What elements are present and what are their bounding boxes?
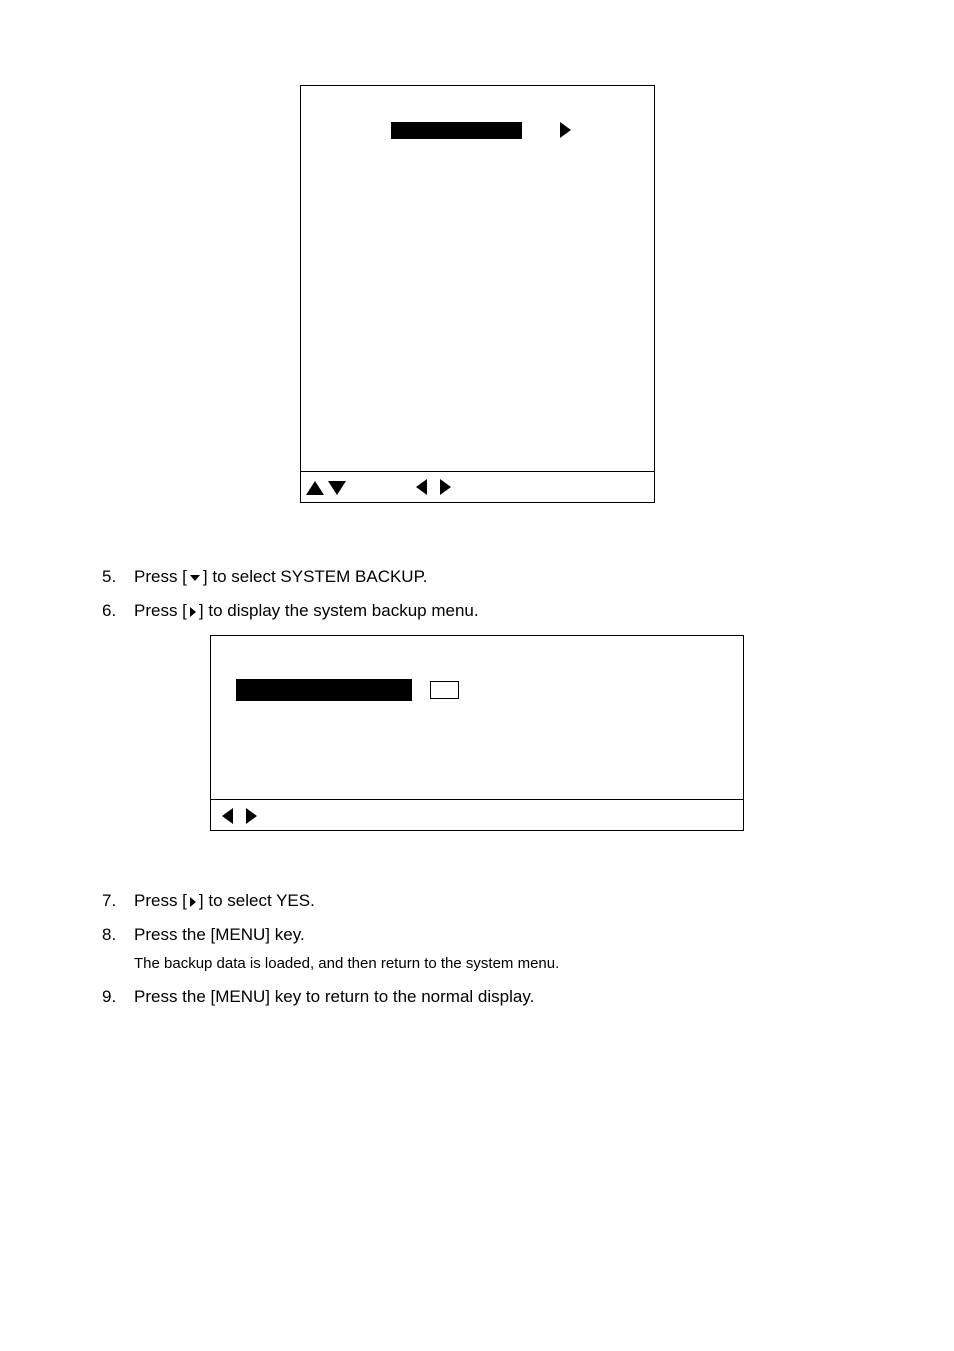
step-text-pre: Press [ <box>134 567 187 586</box>
right-arrow-icon <box>440 479 451 495</box>
submenu-right-arrow-icon <box>560 122 571 138</box>
step-text-pre: Press [ <box>134 601 187 620</box>
system-backup-screen <box>210 635 744 831</box>
footer-divider <box>211 799 743 800</box>
step-7 <box>102 891 602 911</box>
footer-divider <box>301 471 654 472</box>
step-text-post: ] to select SYSTEM BACKUP. <box>202 567 428 586</box>
selected-menu-item-highlight[interactable] <box>391 122 522 139</box>
option-box[interactable] <box>430 681 459 699</box>
step-8 <box>102 925 602 945</box>
system-menu-screen <box>300 85 655 503</box>
step-text-post: ] to display the system backup menu. <box>198 601 479 620</box>
right-arrow-icon <box>190 897 196 907</box>
step-number: 7. <box>102 891 117 910</box>
step-6 <box>102 601 602 621</box>
step-text: Press the [MENU] key. <box>134 925 305 944</box>
step-number: 6. <box>102 601 117 620</box>
step-5 <box>102 567 602 587</box>
step-text-post: ] to select YES. <box>198 891 315 910</box>
right-arrow-icon <box>246 808 257 824</box>
step-number: 8. <box>102 925 117 944</box>
step-text: Press the [MENU] key to return to the normal display. <box>134 987 535 1006</box>
step-text-pre: Press [ <box>134 891 187 910</box>
up-arrow-icon <box>306 481 324 495</box>
left-arrow-icon <box>222 808 233 824</box>
step-9 <box>102 987 652 1007</box>
step-number: 9. <box>102 987 117 1006</box>
left-arrow-icon <box>416 479 427 495</box>
down-arrow-icon <box>328 481 346 495</box>
selected-backup-item-highlight[interactable] <box>236 679 412 701</box>
step-8-note: The backup data is loaded, and then return to the system menu. <box>134 955 560 972</box>
right-arrow-icon <box>190 607 196 617</box>
down-arrow-icon <box>190 575 200 581</box>
step-number: 5. <box>102 567 117 586</box>
